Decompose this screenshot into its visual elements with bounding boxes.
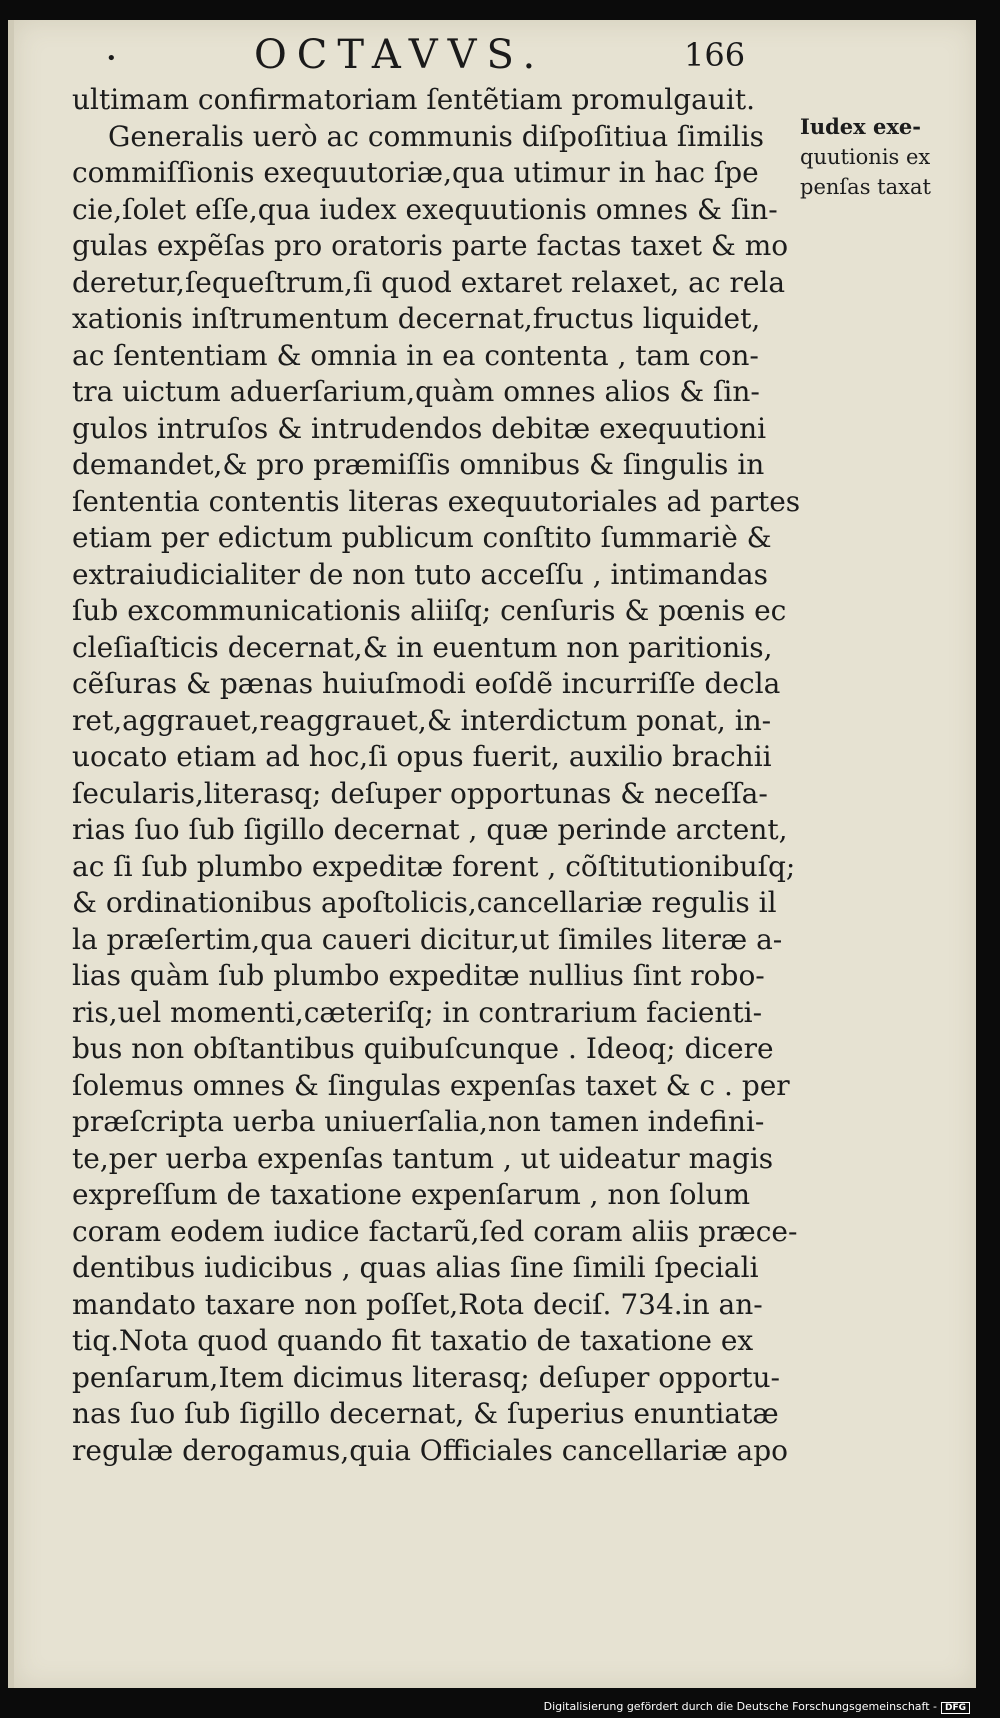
text-line: commiſſionis exequutoriæ,qua utimur in hac ſpe — [72, 156, 759, 189]
text-line: ret,aggrauet,reaggrauet,& interdictum ponat, in- — [72, 703, 772, 737]
text-line: cẽſuras & pænas huiuſmodi eoſdẽ incurriſſe decla — [72, 667, 781, 700]
text-line: tra uictum aduerſarium,quàm omnes alios & ſin- — [72, 375, 760, 408]
running-title: OCTAVVS. — [254, 32, 546, 78]
text-line: & ordinationibus apoſtolicis,cancellariæ regulis il — [72, 886, 777, 919]
text-line: bus non obſtantibus quibuſcunque . Ideoq; dicere — [72, 1032, 774, 1065]
text-line: la præſertim,qua caueri dicitur,ut ſimiles literæ a- — [72, 922, 783, 956]
text-line: tiq.Nota quod quando fit taxatio de taxatione ex — [72, 1324, 754, 1357]
text-line: præſcripta uerba uniuerſalia,non tamen indefini- — [72, 1105, 765, 1138]
text-line: expreſſum de taxatione expenſarum , non ſolum — [72, 1178, 751, 1211]
text-line: nas ſuo ſub ſigillo decernat, & ſuperius enuntiatæ — [72, 1397, 779, 1430]
text-line: mandato taxare non poſſet,Rota deciſ. 734.in an- — [72, 1287, 763, 1321]
text-line: deretur,ſequeſtrum,ſi quod extaret relaxet, ac rela — [72, 265, 786, 299]
credit-text: Digitalisierung gefördert durch die Deutsche Forschungsgemeinschaft - — [543, 1700, 937, 1713]
text-line: gulas expẽſas pro oratoris parte factas taxet & mo — [72, 229, 789, 262]
text-line: extraiudicialiter de non tuto acceſſu , intimandas — [72, 557, 768, 591]
text-line: lias quàm ſub plumbo expeditæ nullius ſint robo- — [72, 959, 765, 992]
text-line: penſarum,Item dicimus literasq; deſuper opportu- — [72, 1360, 780, 1394]
header-ornament: • — [106, 48, 117, 69]
marginal-note — [800, 112, 970, 202]
margin-note-line: penſas taxat — [800, 175, 931, 199]
text-line: etiam per edictum publicum conſtito ſummariè & — [72, 521, 772, 554]
text-line: xationis inſtrumentum decernat,fructus liquidet, — [72, 302, 761, 335]
text-line: regulæ derogamus,quia Officiales cancellariæ apo — [72, 1433, 789, 1467]
text-line: ultimam confirmatoriam ſentẽtiam promulgauit. — [72, 83, 755, 116]
margin-note-line: quutionis ex — [800, 145, 931, 169]
text-line: ris,uel momenti,cæteriſq; in contrarium facienti- — [72, 995, 763, 1029]
text-line: ac ſi ſub plumbo expeditæ forent , cõſtitutionibuſq; — [72, 849, 796, 883]
text-line: dentibus iudicibus , quas alias ſine ſimili ſpeciali — [72, 1251, 759, 1284]
text-line: Generalis uerò ac communis diſpoſitiua ſimilis — [108, 119, 765, 153]
text-line: cie,ſolet eſſe,qua iudex exequutionis omnes & ſin- — [72, 192, 778, 226]
digitization-credit — [544, 1700, 970, 1714]
text-line: gulos intruſos & intrudendos debitæ exequutioni — [72, 411, 767, 445]
page-number: 166 — [684, 36, 746, 74]
text-line: cleſiaſticis decernat,& in euentum non paritionis, — [72, 630, 773, 664]
text-line: uocato etiam ad hoc,ſi opus fuerit, auxilio brachii — [72, 740, 772, 773]
text-line: ſententia contentis literas exequutoriales ad partes — [72, 484, 801, 518]
text-line: ſolemus omnes & ſingulas expenſas taxet & c . per — [72, 1068, 790, 1102]
dfg-logo: DFG — [941, 1702, 970, 1714]
text-line: ac ſententiam & omnia in ea contenta , tam con- — [72, 338, 759, 372]
text-line: te,per uerba expenſas tantum , ut uideatur magis — [72, 1141, 774, 1175]
margin-note-line: Iudex exe- — [800, 114, 921, 139]
running-header — [74, 28, 774, 80]
text-line: rias ſuo ſub ſigillo decernat , quæ perinde arctent, — [72, 813, 788, 846]
main-text-block — [72, 82, 814, 1469]
text-line: ſecularis,literasq; deſuper opportunas & neceſſa- — [72, 776, 768, 810]
book-page — [8, 20, 976, 1688]
text-line: coram eodem iudice factarũ,ſed coram aliis præce- — [72, 1214, 798, 1248]
text-line: ſub excommunicationis aliiſq; cenſuris & pœnis ec — [72, 594, 787, 627]
text-line: demandet,& pro præmiſſis omnibus & ſingulis in — [72, 448, 765, 481]
